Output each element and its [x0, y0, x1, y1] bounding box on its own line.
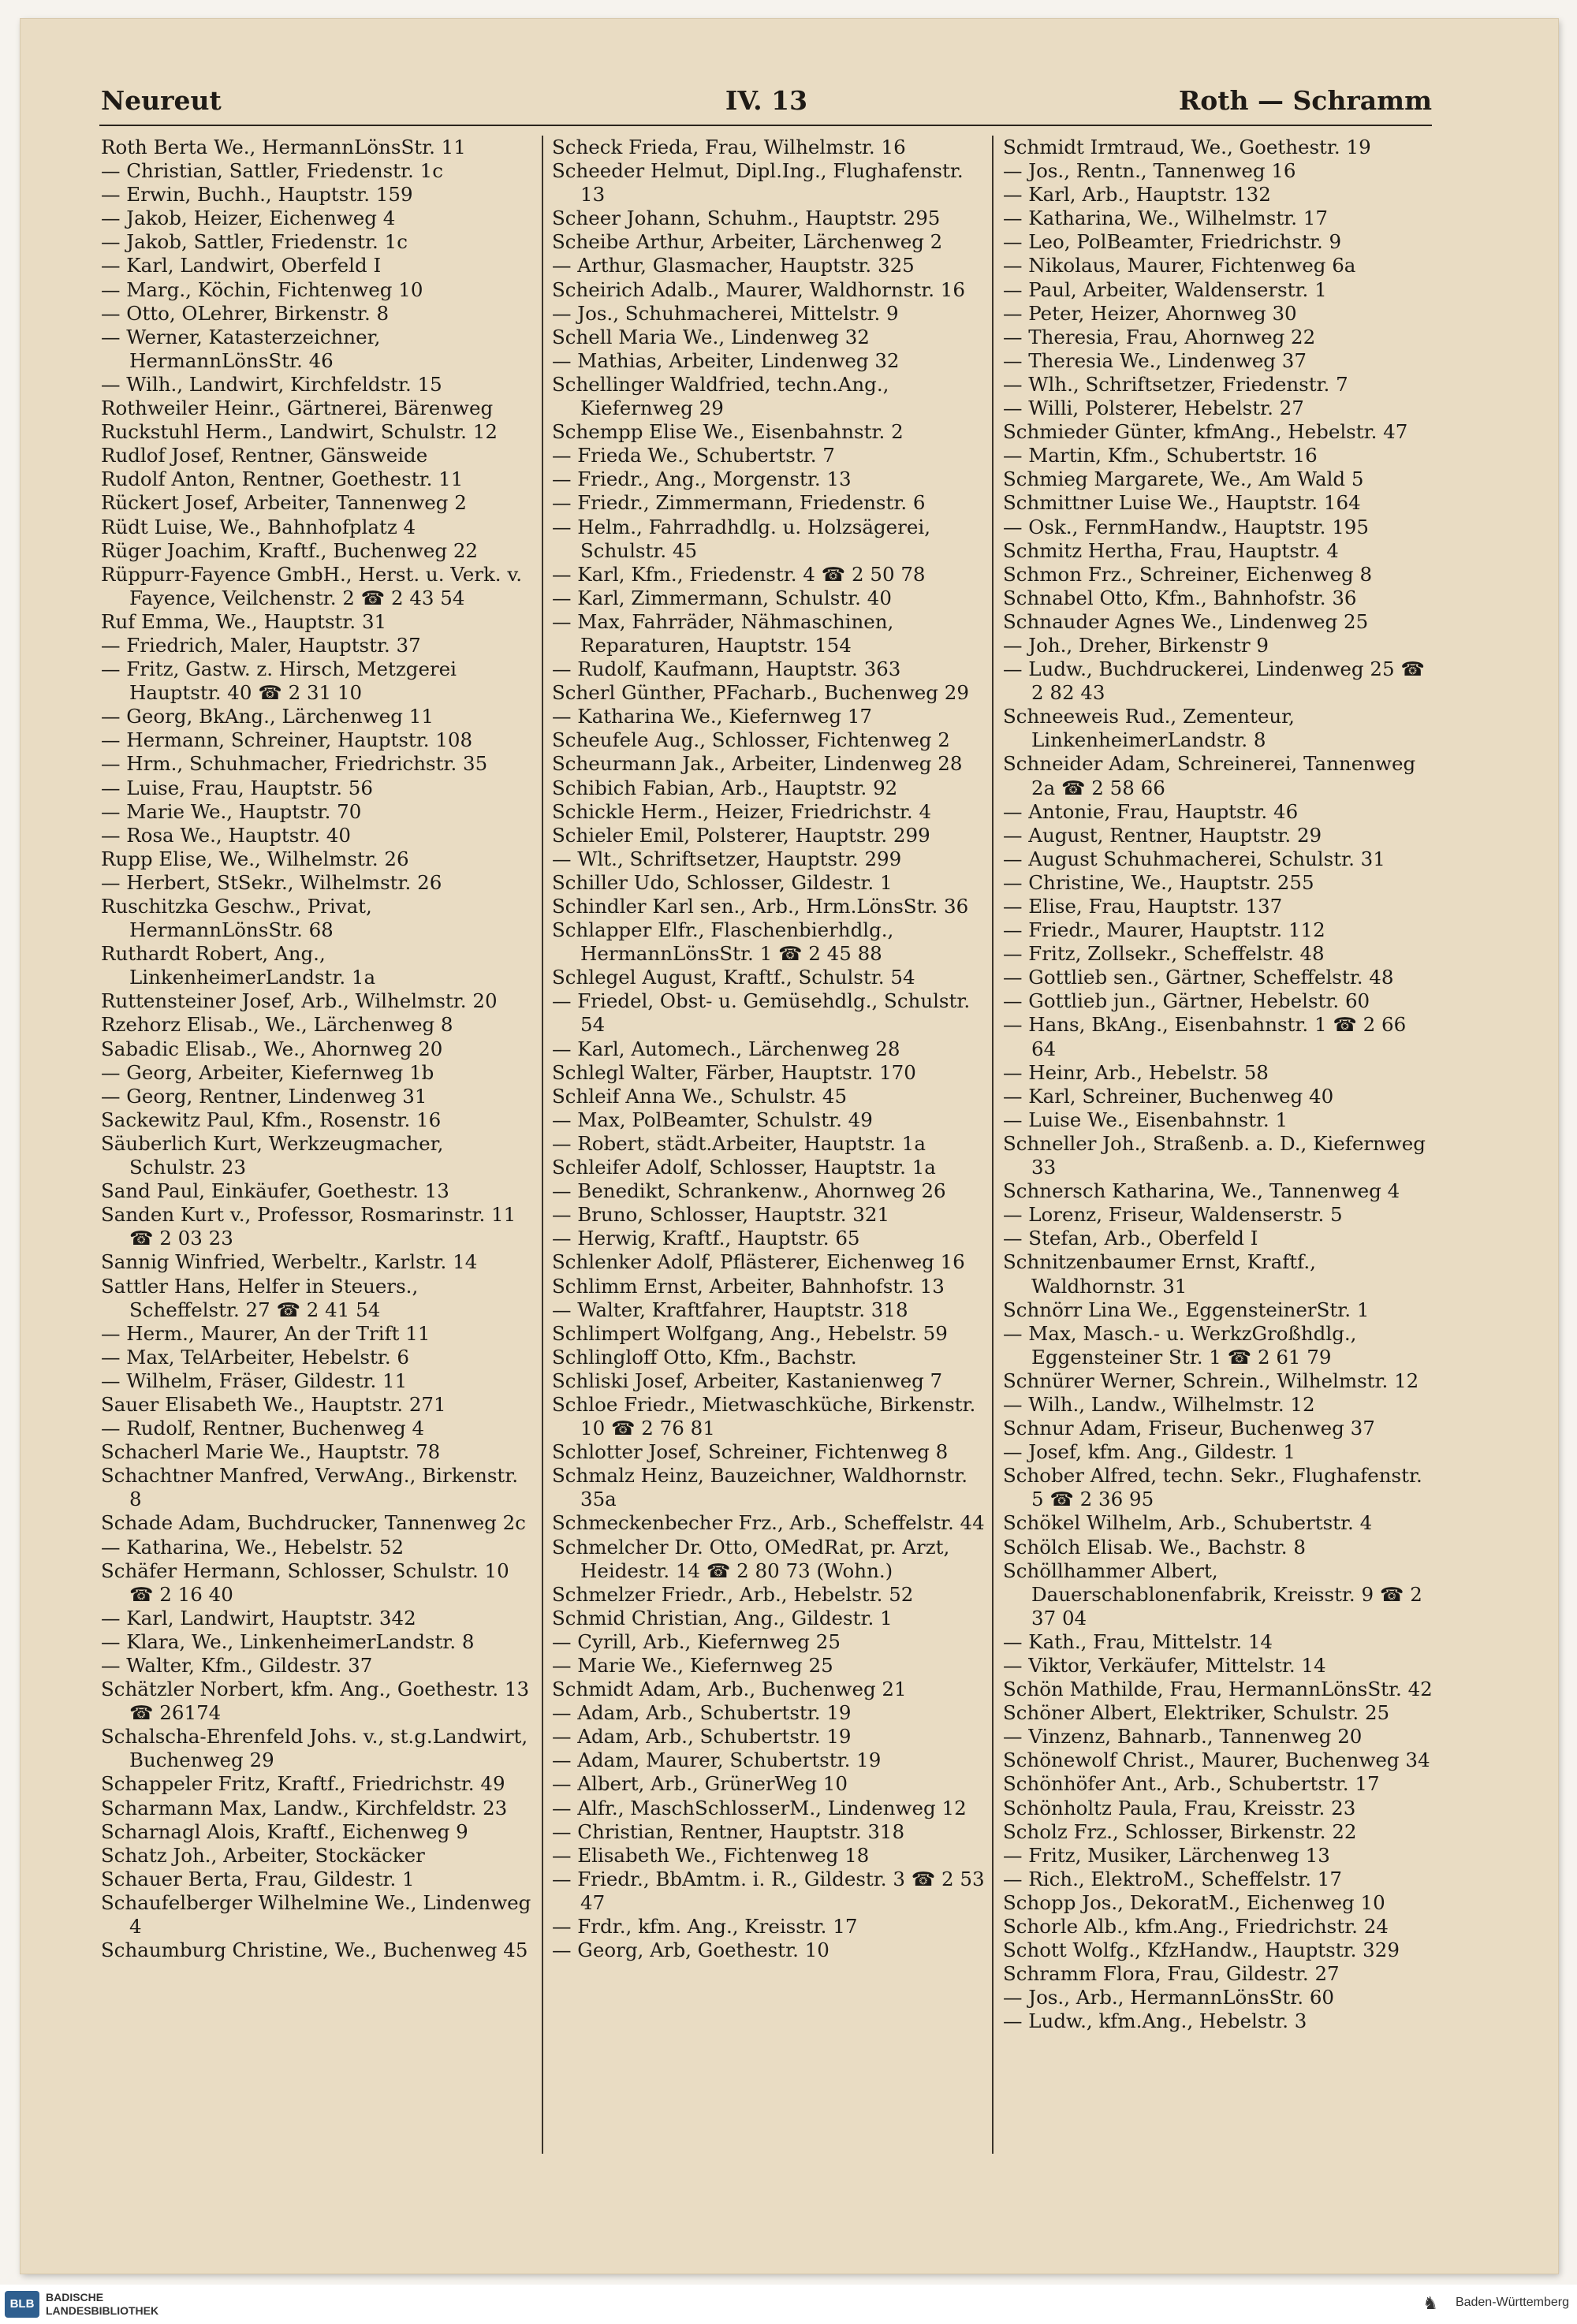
directory-entry: Schlenker Adolf, Pflästerer, Eichenweg 16: [552, 1250, 965, 1274]
directory-entry: — Robert, städt.Arbeiter, Hauptstr. 1a: [552, 1131, 926, 1155]
directory-entry: — Willi, Polsterer, Hebelstr. 27: [1003, 397, 1304, 420]
directory-entry: Scholz Frz., Schlosser, Birkenstr. 22: [1003, 1819, 1357, 1843]
directory-entry: — Wilh., Landwirt, Kirchfeldstr. 15: [101, 372, 442, 396]
directory-entry: Schickle Herm., Heizer, Friedrichstr. 4: [552, 799, 932, 823]
directory-entry: — Lorenz, Friseur, Waldenserstr. 5: [1003, 1203, 1343, 1227]
library-name-line-1: BADISCHE: [46, 2291, 104, 2304]
directory-entry: Schmeckenbecher Frz., Arb., Scheffelstr. 44: [552, 1511, 985, 1535]
directory-entry: Schauer Berta, Frau, Gildestr. 1: [101, 1867, 415, 1890]
directory-entry: — Wlh., Schriftsetzer, Friedenstr. 7: [1003, 372, 1348, 396]
directory-entry: Schieler Emil, Polsterer, Hauptstr. 299: [552, 823, 930, 847]
directory-entry: Schaufelberger Wilhelmine We., Lindenweg 4: [101, 1890, 531, 1939]
directory-entry: — Arthur, Glasmacher, Hauptstr. 325: [552, 254, 915, 277]
directory-entry: — Josef, kfm. Ang., Gildestr. 1: [1003, 1440, 1296, 1464]
directory-entry: Schöner Albert, Elektriker, Schulstr. 25: [1003, 1701, 1390, 1725]
directory-entry: Säuberlich Kurt, Werkzeugmacher, Schulstr. 23: [101, 1131, 444, 1179]
state-name: Baden-Württemberg: [1455, 2296, 1569, 2309]
directory-entry: Schmittner Luise We., Hauptstr. 164: [1003, 491, 1361, 515]
directory-entry: Schleif Anna We., Schulstr. 45: [552, 1084, 848, 1108]
directory-entry: Schalscha-Ehrenfeld Johs. v., st.g.Landwirt, Buchenweg 29: [101, 1725, 528, 1772]
directory-entry: Scheer Johann, Schuhm., Hauptstr. 295: [552, 207, 941, 230]
directory-entry: Schönhöfer Ant., Arb., Schubertstr. 17: [1003, 1772, 1380, 1796]
directory-entry: — Katharina, We., Wilhelmstr. 17: [1003, 207, 1328, 230]
directory-entry: — Rosa We., Hauptstr. 40: [101, 823, 351, 847]
directory-entry: Schlingloff Otto, Kfm., Bachstr.: [552, 1345, 857, 1369]
directory-entry: — Katharina We., Kiefernweg 17: [552, 705, 873, 728]
directory-entry: Schmon Frz., Schreiner, Eichenweg 8: [1003, 562, 1373, 586]
directory-entry: Ruschitzka Geschw., Privat, HermannLönsStr. 68: [101, 895, 372, 942]
directory-entry: — Georg, Arbeiter, Kiefernweg 1b: [101, 1060, 434, 1084]
directory-entry: — Vinzenz, Bahnarb., Tannenweg 20: [1003, 1725, 1363, 1749]
directory-entry: Schlegel August, Kraftf., Schulstr. 54: [552, 966, 915, 989]
directory-entry: Schlegl Walter, Färber, Hauptstr. 170: [552, 1060, 916, 1084]
directory-entry: — Friedr., Ang., Morgenstr. 13: [552, 467, 852, 491]
directory-entry: Scheeder Helmut, Dipl.Ing., Flughafenstr. 13: [552, 159, 964, 207]
directory-entry: Schökel Wilhelm, Arb., Schubertstr. 4: [1003, 1511, 1373, 1535]
directory-entry: — Friedr., Maurer, Hauptstr. 112: [1003, 918, 1325, 942]
header-page-number: IV. 13: [725, 85, 808, 116]
directory-entry: — Elisabeth We., Fichtenweg 18: [552, 1843, 870, 1867]
directory-entry: Schönewolf Christ., Maurer, Buchenweg 34: [1003, 1749, 1430, 1772]
directory-entry: — Hans, BkAng., Eisenbahnstr. 1 ☎ 2 66 64: [1003, 1013, 1407, 1060]
directory-entry: Ruf Emma, We., Hauptstr. 31: [101, 609, 387, 633]
directory-entry: — Martin, Kfm., Schubertstr. 16: [1003, 444, 1318, 467]
directory-entry: Schmitz Hertha, Frau, Hauptstr. 4: [1003, 538, 1339, 562]
directory-entry: Rothweiler Heinr., Gärtnerei, Bärenweg: [101, 397, 494, 420]
directory-entry: Roth Berta We., HermannLönsStr. 11: [101, 136, 466, 158]
directory-entry: — Wilhelm, Fräser, Gildestr. 11: [101, 1369, 408, 1392]
directory-entry: — Marie We., Hauptstr. 70: [101, 799, 362, 823]
directory-entry: Schlapper Elfr., Flaschenbierhdlg., HermannLönsStr. 1 ☎ 2 45 88: [552, 918, 894, 966]
directory-entry: — Walter, Kraftfahrer, Hauptstr. 318: [552, 1298, 908, 1321]
directory-entry: — Herm., Maurer, An der Trift 11: [101, 1321, 431, 1345]
directory-entry: — Christian, Sattler, Friedenstr. 1c: [101, 159, 443, 183]
directory-entry: Schmidt Adam, Arb., Buchenweg 21: [552, 1678, 907, 1701]
directory-entry: — Paul, Arbeiter, Waldenserstr. 1: [1003, 277, 1327, 301]
directory-entry: — Viktor, Verkäufer, Mittelstr. 14: [1003, 1654, 1326, 1677]
state-coat-of-arms-icon: ♞: [1422, 2294, 1438, 2314]
directory-entry: Rückert Josef, Arbeiter, Tannenweg 2: [101, 491, 467, 515]
directory-entry: Schappeler Fritz, Kraftf., Friedrichstr. 49: [101, 1772, 505, 1796]
directory-entry: — Theresia, Frau, Ahornweg 22: [1003, 325, 1316, 348]
directory-entry: — Alfr., MaschSchlosserM., Lindenweg 12: [552, 1796, 967, 1819]
directory-entry: Schmieg Margarete, We., Am Wald 5: [1003, 467, 1364, 491]
directory-entry: — Joh., Dreher, Birkenstr 9: [1003, 633, 1269, 657]
directory-entry: — Luise, Frau, Hauptstr. 56: [101, 776, 373, 799]
directory-entry: — Walter, Kfm., Gildestr. 37: [101, 1654, 373, 1677]
directory-entry: Schlimpert Wolfgang, Ang., Hebelstr. 59: [552, 1321, 948, 1345]
directory-entry: Schlimm Ernst, Arbeiter, Bahnhofstr. 13: [552, 1274, 945, 1298]
column-divider: [992, 136, 994, 2154]
directory-entry: — Bruno, Schlosser, Hauptstr. 321: [552, 1203, 890, 1227]
directory-entry: Schölch Elisab. We., Bachstr. 8: [1003, 1535, 1306, 1559]
directory-entry: — Frdr., kfm. Ang., Kreisstr. 17: [552, 1915, 858, 1939]
directory-entry: Schmidt Irmtraud, We., Goethestr. 19: [1003, 136, 1371, 158]
directory-entry: — Gottlieb jun., Gärtner, Hebelstr. 60: [1003, 989, 1370, 1013]
directory-entry: Schade Adam, Buchdrucker, Tannenweg 2c: [101, 1511, 526, 1535]
directory-entry: — Karl, Schreiner, Buchenweg 40: [1003, 1084, 1334, 1108]
directory-entry: Schäfer Hermann, Schlosser, Schulstr. 10 ☎ 2 16 40: [101, 1559, 509, 1606]
directory-entry: Schempp Elise We., Eisenbahnstr. 2: [552, 420, 904, 444]
directory-entry: Schneider Adam, Schreinerei, Tannenweg 2a ☎ 2 58 66: [1003, 752, 1416, 799]
directory-entry: Schnabel Otto, Kfm., Bahnhofstr. 36: [1003, 586, 1357, 609]
directory-entry: — Wlt., Schriftsetzer, Hauptstr. 299: [552, 847, 902, 870]
directory-entry: — Marg., Köchin, Fichtenweg 10: [101, 277, 423, 301]
directory-entry: Schatz Joh., Arbeiter, Stockäcker: [101, 1843, 425, 1867]
directory-entry: — Karl, Automech., Lärchenweg 28: [552, 1037, 900, 1060]
directory-entry: — Georg, Arb, Goethestr. 10: [552, 1939, 830, 1962]
directory-entry: — Hrm., Schuhmacher, Friedrichstr. 35: [101, 752, 488, 776]
blb-logo: BLB: [5, 2291, 39, 2318]
directory-entry: — Antonie, Frau, Hauptstr. 46: [1003, 799, 1299, 823]
directory-entry: — Elise, Frau, Hauptstr. 137: [1003, 895, 1283, 918]
directory-entry: — Wilh., Landw., Wilhelmstr. 12: [1003, 1392, 1315, 1416]
directory-entry: — Marie We., Kiefernweg 25: [552, 1654, 833, 1677]
directory-entry: Sauer Elisabeth We., Hauptstr. 271: [101, 1392, 446, 1416]
directory-entry: Schibich Fabian, Arb., Hauptstr. 92: [552, 776, 898, 799]
directory-entry: Scharnagl Alois, Kraftf., Eichenweg 9: [101, 1819, 468, 1843]
directory-entry: Schönholtz Paula, Frau, Kreisstr. 23: [1003, 1796, 1356, 1819]
directory-entry: — August Schuhmacherei, Schulstr. 31: [1003, 847, 1385, 870]
header-place: Neureut: [101, 85, 222, 116]
directory-entry: Scheirich Adalb., Maurer, Waldhornstr. 16: [552, 277, 965, 301]
directory-entry: — Fritz, Musiker, Lärchenweg 13: [1003, 1843, 1330, 1867]
directory-entry: — Rudolf, Kaufmann, Hauptstr. 363: [552, 657, 901, 681]
directory-entry: — Mathias, Arbeiter, Lindenweg 32: [552, 348, 900, 372]
directory-entry: — Fritz, Zollsekr., Scheffelstr. 48: [1003, 942, 1325, 966]
directory-entry: — Friedr., BbAmtm. i. R., Gildestr. 3 ☎ 2 53 47: [552, 1867, 985, 1914]
directory-entry: — Friedrich, Maler, Hauptstr. 37: [101, 633, 421, 657]
directory-entry: — Erwin, Buchh., Hauptstr. 159: [101, 183, 413, 207]
directory-entry: — Heinr, Arb., Hebelstr. 58: [1003, 1060, 1269, 1084]
directory-entry: — Helm., Fahrradhdlg. u. Holzsägerei, Schulstr. 45: [552, 515, 930, 562]
directory-entry: Schnitzenbaumer Ernst, Kraftf., Waldhornstr. 31: [1003, 1250, 1316, 1298]
directory-entry: — Rudolf, Rentner, Buchenweg 4: [101, 1417, 425, 1440]
directory-entry: — Herbert, StSekr., Wilhelmstr. 26: [101, 870, 442, 894]
directory-entry: Schiller Udo, Schlosser, Gildestr. 1: [552, 870, 893, 894]
directory-entry: Rüdt Luise, We., Bahnhofplatz 4: [101, 515, 416, 538]
directory-column-2: [552, 136, 990, 1962]
directory-entry: — Friedr., Zimmermann, Friedenstr. 6: [552, 491, 926, 515]
directory-entry: Schlotter Josef, Schreiner, Fichtenweg 8: [552, 1440, 949, 1464]
directory-entry: — Leo, PolBeamter, Friedrichstr. 9: [1003, 230, 1342, 254]
directory-entry: Schacherl Marie We., Hauptstr. 78: [101, 1440, 441, 1464]
directory-entry: Schleifer Adolf, Schlosser, Hauptstr. 1a: [552, 1156, 936, 1179]
directory-entry: Schätzler Norbert, kfm. Ang., Goethestr. 13 ☎ 26174: [101, 1678, 530, 1725]
column-divider: [542, 136, 543, 2154]
directory-entry: Rudlof Josef, Rentner, Gänsweide: [101, 444, 428, 467]
directory-entry: Ruthardt Robert, Ang., LinkenheimerLandstr. 1a: [101, 942, 376, 989]
directory-entry: Schnersch Katharina, We., Tannenweg 4: [1003, 1179, 1400, 1203]
directory-entry: Schmelzer Friedr., Arb., Hebelstr. 52: [552, 1582, 914, 1606]
directory-entry: — Christian, Rentner, Hauptstr. 318: [552, 1819, 905, 1843]
directory-entry: Schober Alfred, techn. Sekr., Flughafenstr. 5 ☎ 2 36 95: [1003, 1464, 1422, 1511]
directory-entry: — Luise We., Eisenbahnstr. 1: [1003, 1108, 1288, 1131]
directory-entry: — Adam, Arb., Schubertstr. 19: [552, 1725, 852, 1749]
directory-entry: Schmelcher Dr. Otto, OMedRat, pr. Arzt, Heidestr. 14 ☎ 2 80 73 (Wohn.): [552, 1535, 950, 1582]
library-name: [46, 2291, 158, 2318]
header-rule: [99, 125, 1432, 126]
directory-entry: Sackewitz Paul, Kfm., Rosenstr. 16: [101, 1108, 442, 1131]
directory-entry: Scharmann Max, Landw., Kirchfeldstr. 23: [101, 1796, 508, 1819]
directory-entry: Rudolf Anton, Rentner, Goethestr. 11: [101, 467, 464, 491]
directory-entry: — Jakob, Heizer, Eichenweg 4: [101, 207, 396, 230]
directory-entry: — Nikolaus, Maurer, Fichtenweg 6a: [1003, 254, 1356, 277]
directory-entry: Schell Maria We., Lindenweg 32: [552, 325, 870, 348]
directory-entry: — Karl, Arb., Hauptstr. 132: [1003, 183, 1271, 207]
directory-entry: Scheibe Arthur, Arbeiter, Lärchenweg 2: [552, 230, 943, 254]
directory-entry: Schön Mathilde, Frau, HermannLönsStr. 42: [1003, 1678, 1433, 1701]
directory-entry: — Max, TelArbeiter, Hebelstr. 6: [101, 1345, 409, 1369]
directory-entry: — Rich., ElektroM., Scheffelstr. 17: [1003, 1867, 1342, 1890]
directory-entry: — Karl, Zimmermann, Schulstr. 40: [552, 586, 892, 609]
directory-entry: — Kath., Frau, Mittelstr. 14: [1003, 1629, 1273, 1653]
directory-entry: Schnur Adam, Friseur, Buchenweg 37: [1003, 1417, 1375, 1440]
directory-entry: Schopp Jos., DekoratM., Eichenweg 10: [1003, 1890, 1385, 1914]
directory-entry: Rupp Elise, We., Wilhelmstr. 26: [101, 847, 409, 870]
directory-entry: Schnörr Lina We., EggensteinerStr. 1: [1003, 1298, 1370, 1321]
directory-entry: Schellinger Waldfried, techn.Ang., Kiefernweg 29: [552, 372, 889, 420]
header-name-range: Roth — Schramm: [1178, 85, 1432, 116]
directory-entry: Sabadic Elisab., We., Ahornweg 20: [101, 1037, 443, 1060]
footer-bar: [0, 2285, 1577, 2324]
directory-entry: Schorle Alb., kfm.Ang., Friedrichstr. 24: [1003, 1915, 1389, 1939]
directory-column-3: [1003, 136, 1435, 2034]
directory-entry: Schmieder Günter, kfmAng., Hebelstr. 47: [1003, 420, 1408, 444]
directory-entry: — Jakob, Sattler, Friedenstr. 1c: [101, 230, 408, 254]
directory-entry: — Katharina, We., Hebelstr. 52: [101, 1535, 405, 1559]
directory-entry: — August, Rentner, Hauptstr. 29: [1003, 823, 1322, 847]
directory-entry: — Klara, We., LinkenheimerLandstr. 8: [101, 1629, 475, 1653]
directory-entry: Scheufele Aug., Schlosser, Fichtenweg 2: [552, 728, 950, 752]
directory-entry: — Christine, We., Hauptstr. 255: [1003, 870, 1314, 894]
directory-entry: Scheck Frieda, Frau, Wilhelmstr. 16: [552, 136, 906, 158]
directory-entry: — Max, PolBeamter, Schulstr. 49: [552, 1108, 873, 1131]
directory-entry: Ruckstuhl Herm., Landwirt, Schulstr. 12: [101, 420, 498, 444]
directory-entry: — Jos., Schuhmacherei, Mittelstr. 9: [552, 301, 899, 325]
page-header: [101, 85, 1432, 123]
directory-entry: Sand Paul, Einkäufer, Goethestr. 13: [101, 1179, 449, 1203]
directory-entry: Sannig Winfried, Werbeltr., Karlstr. 14: [101, 1250, 478, 1274]
directory-entry: Schneller Joh., Straßenb. a. D., Kiefernweg 33: [1003, 1131, 1426, 1179]
directory-entry: — Albert, Arb., GrünerWeg 10: [552, 1772, 848, 1796]
directory-entry: — Benedikt, Schrankenw., Ahornweg 26: [552, 1179, 946, 1203]
directory-entry: — Jos., Rentn., Tannenweg 16: [1003, 159, 1296, 183]
directory-entry: Schachtner Manfred, VerwAng., Birkenstr. 8: [101, 1464, 519, 1511]
directory-entry: — Frieda We., Schubertstr. 7: [552, 444, 835, 467]
directory-entry: Schindler Karl sen., Arb., Hrm.LönsStr. 36: [552, 895, 969, 918]
directory-entry: — Herwig, Kraftf., Hauptstr. 65: [552, 1227, 860, 1250]
directory-entry: Schmid Christian, Ang., Gildestr. 1: [552, 1606, 893, 1629]
directory-entry: — Georg, Rentner, Lindenweg 31: [101, 1084, 427, 1108]
directory-entry: Rüger Joachim, Kraftf., Buchenweg 22: [101, 538, 479, 562]
directory-entry: — Georg, BkAng., Lärchenweg 11: [101, 705, 434, 728]
directory-entry: — Karl, Landwirt, Hauptstr. 342: [101, 1606, 416, 1629]
directory-entry: Schramm Flora, Frau, Gildestr. 27: [1003, 1962, 1340, 1986]
directory-entry: — Ludw., kfm.Ang., Hebelstr. 3: [1003, 2009, 1307, 2033]
directory-entry: Schliski Josef, Arbeiter, Kastanienweg 7: [552, 1369, 943, 1392]
library-name-line-2: LANDESBIBLIOTHEK: [46, 2304, 159, 2317]
directory-entry: Rzehorz Elisab., We., Lärchenweg 8: [101, 1013, 453, 1037]
directory-entry: — Max, Masch.- u. WerkzGroßhdlg., Eggensteiner Str. 1 ☎ 2 61 79: [1003, 1321, 1357, 1369]
directory-entry: — Stefan, Arb., Oberfeld I: [1003, 1227, 1258, 1250]
directory-entry: Scheurmann Jak., Arbeiter, Lindenweg 28: [552, 752, 963, 776]
directory-entry: Schneeweis Rud., Zementeur, LinkenheimerLandstr. 8: [1003, 705, 1295, 752]
directory-entry: Schloe Friedr., Mietwaschküche, Birkenstr. 10 ☎ 2 76 81: [552, 1392, 976, 1440]
directory-entry: Schnauder Agnes We., Lindenweg 25: [1003, 609, 1369, 633]
directory-entry: — Otto, OLehrer, Birkenstr. 8: [101, 301, 390, 325]
directory-entry: — Karl, Kfm., Friedenstr. 4 ☎ 2 50 78: [552, 562, 926, 586]
directory-entry: — Jos., Arb., HermannLönsStr. 60: [1003, 1986, 1334, 2009]
directory-entry: Schöllhammer Albert, Dauerschablonenfabrik, Kreisstr. 9 ☎ 2 37 04: [1003, 1559, 1422, 1629]
directory-entry: Schmalz Heinz, Bauzeichner, Waldhornstr. 35a: [552, 1464, 968, 1511]
directory-entry: Schaumburg Christine, We., Buchenweg 45: [101, 1939, 528, 1962]
directory-entry: — Karl, Landwirt, Oberfeld I: [101, 254, 382, 277]
directory-entry: Scherl Günther, PFacharb., Buchenweg 29: [552, 681, 969, 705]
directory-entry: — Osk., FernmHandw., Hauptstr. 195: [1003, 515, 1369, 538]
directory-column-1: [101, 136, 533, 1962]
directory-entry: — Ludw., Buchdruckerei, Lindenweg 25 ☎ 2 82 43: [1003, 657, 1425, 705]
directory-entry: — Friedel, Obst- u. Gemüsehdlg., Schulstr. 54: [552, 989, 971, 1037]
directory-entry: Schnürer Werner, Schrein., Wilhelmstr. 12: [1003, 1369, 1419, 1392]
directory-entry: — Cyrill, Arb., Kiefernweg 25: [552, 1629, 841, 1653]
directory-entry: Sanden Kurt v., Professor, Rosmarinstr. 11 ☎ 2 03 23: [101, 1203, 516, 1250]
directory-entry: — Adam, Arb., Schubertstr. 19: [552, 1701, 852, 1725]
directory-entry: — Gottlieb sen., Gärtner, Scheffelstr. 48: [1003, 966, 1394, 989]
directory-entry: Ruttensteiner Josef, Arb., Wilhelmstr. 20: [101, 989, 498, 1013]
directory-entry: — Max, Fahrräder, Nähmaschinen, Reparaturen, Hauptstr. 154: [552, 609, 894, 657]
directory-entry: — Fritz, Gastw. z. Hirsch, Metzgerei Hauptstr. 40 ☎ 2 31 10: [101, 657, 457, 705]
directory-entry: — Hermann, Schreiner, Hauptstr. 108: [101, 728, 473, 752]
directory-entry: — Adam, Maurer, Schubertstr. 19: [552, 1749, 882, 1772]
directory-entry: Sattler Hans, Helfer in Steuers., Scheffelstr. 27 ☎ 2 41 54: [101, 1274, 419, 1321]
directory-entry: — Werner, Katasterzeichner, HermannLönsStr. 46: [101, 325, 381, 372]
directory-entry: — Peter, Heizer, Ahornweg 30: [1003, 301, 1297, 325]
directory-entry: — Theresia We., Lindenweg 37: [1003, 348, 1307, 372]
directory-entry: Rüppurr-Fayence GmbH., Herst. u. Verk. v. Fayence, Veilchenstr. 2 ☎ 2 43 54: [101, 562, 523, 609]
directory-entry: Schott Wolfg., KfzHandw., Hauptstr. 329: [1003, 1939, 1400, 1962]
